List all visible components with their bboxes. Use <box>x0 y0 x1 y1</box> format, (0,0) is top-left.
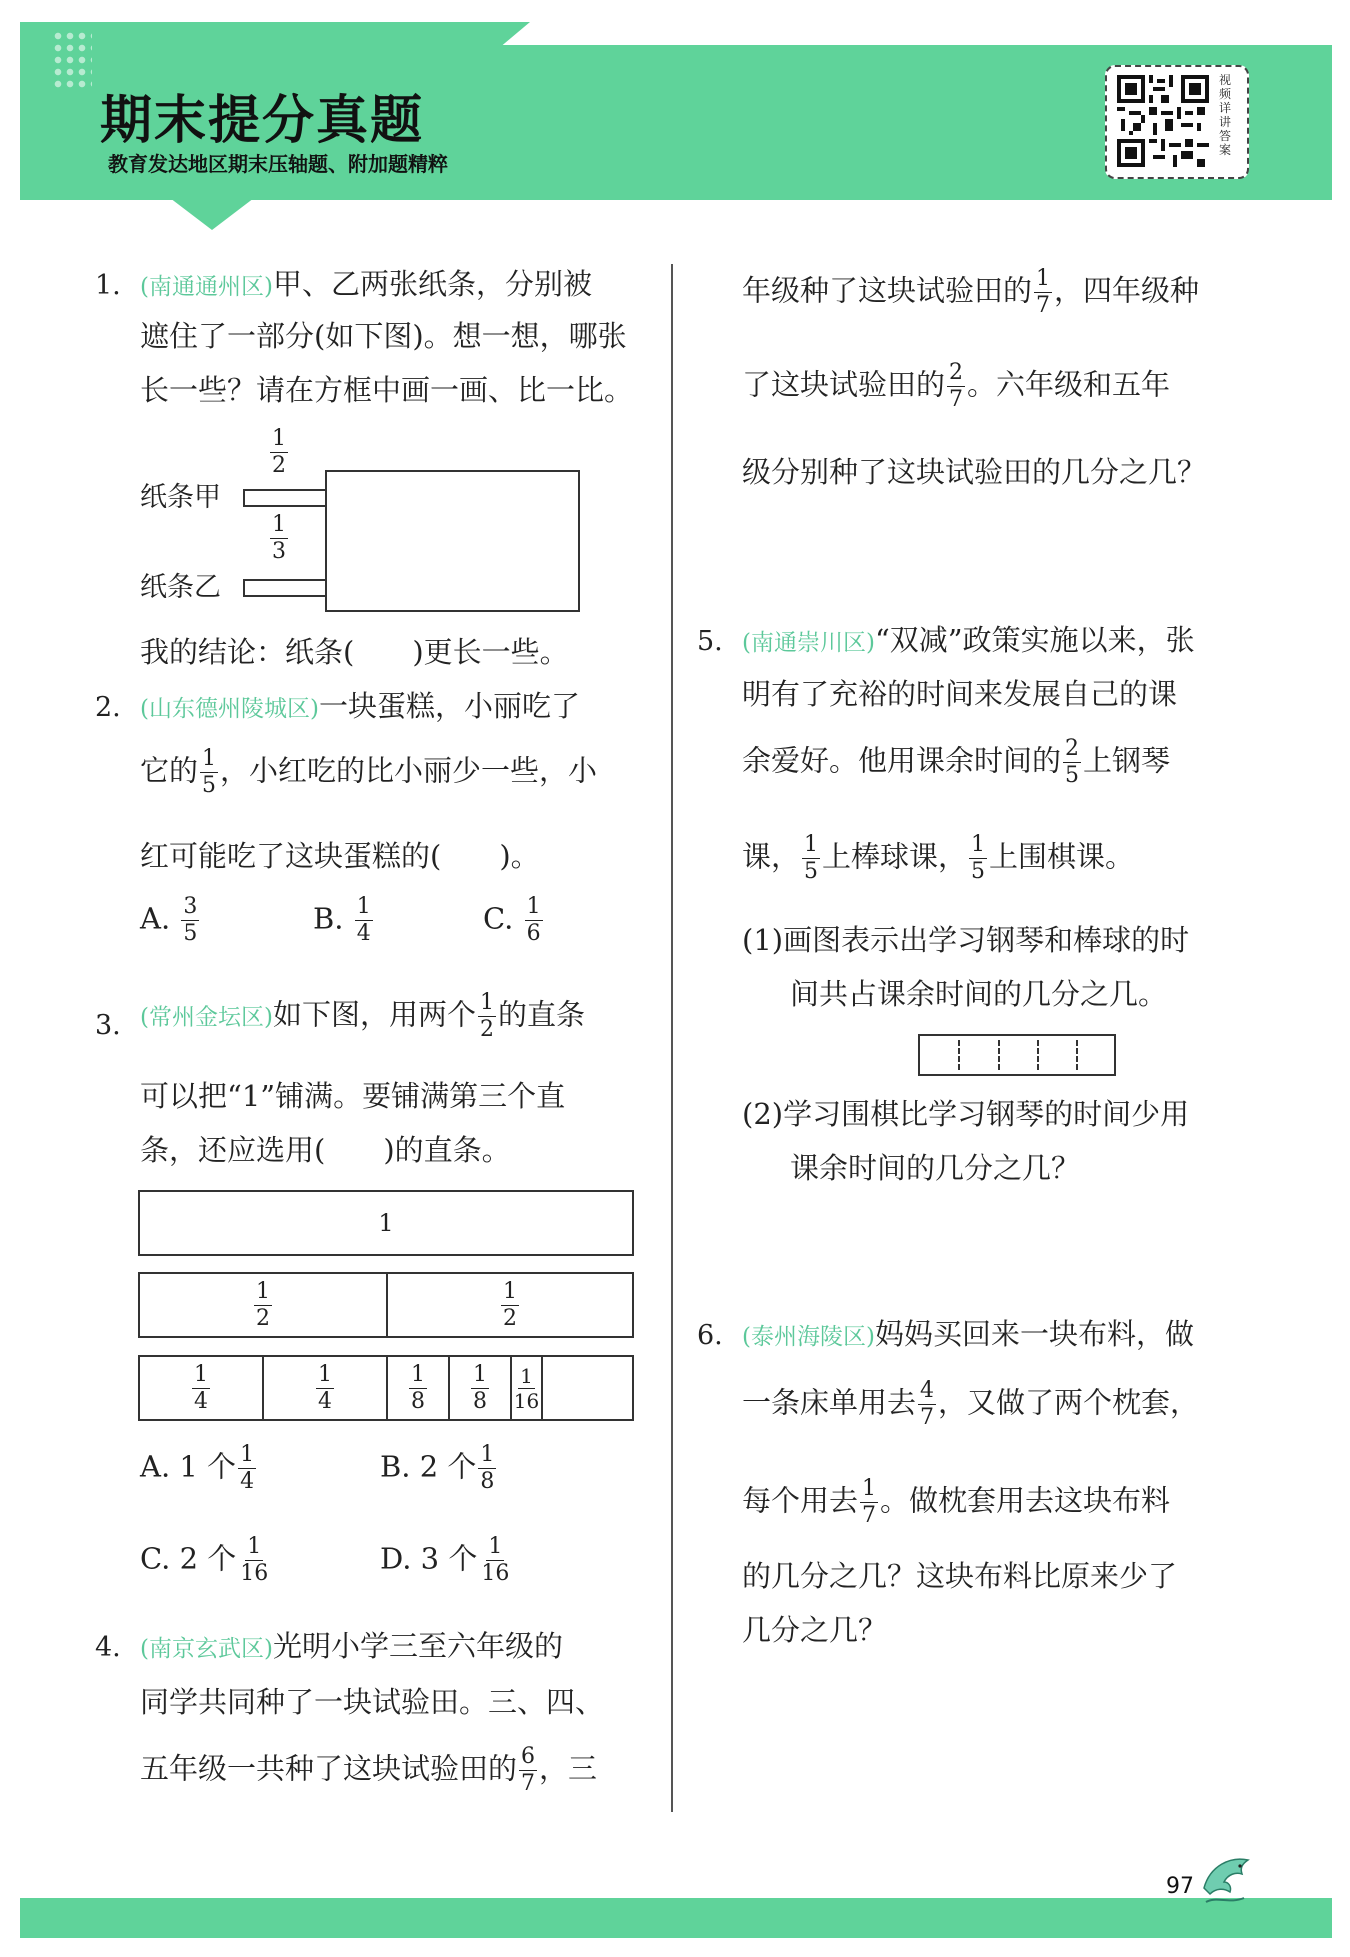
q4-text1: 光明小学三至六年级的 <box>272 1629 563 1663</box>
q5-source: (南通崇川区) <box>742 630 875 656</box>
q4-source: (南京玄武区) <box>140 1636 273 1662</box>
q2-line1 <box>140 689 580 723</box>
q1-strip-b <box>243 579 327 597</box>
q3-bar-whole <box>138 1190 634 1256</box>
q3-line2: 可以把“1”铺满。要铺满第三个直 <box>140 1079 566 1113</box>
q4-fraction1: $\frac{6}{7}$ <box>521 1744 536 1796</box>
q3-source: (常州金坛区) <box>140 1004 273 1031</box>
column-divider <box>671 264 673 1812</box>
q1-fraction-a: $\frac{1}{2}$ <box>272 426 286 478</box>
q5-text1: “双减”政策实施以来，张 <box>874 623 1195 657</box>
q3-bar-third <box>138 1355 634 1421</box>
q3-bar-cell: $\frac{1}{8}$ <box>450 1357 512 1419</box>
q4-line5: 了这块试验田的 $\frac{2}{7}$ 。六年级和五年 <box>742 360 1171 412</box>
q3-bar-cell: $\frac{1}{8}$ <box>388 1357 450 1419</box>
q6-line3: 每个用去 $\frac{1}{7}$ 。做枕套用去这块布料 <box>742 1476 1171 1528</box>
q1-strip-a <box>243 489 327 507</box>
q6-source: (泰州海陵区) <box>742 1324 875 1350</box>
q5-bar-divider <box>958 1040 960 1070</box>
q4-fraction2: $\frac{1}{7}$ <box>1036 266 1051 318</box>
decorative-dots <box>52 30 92 90</box>
q6-number: 6. <box>697 1320 723 1351</box>
q3-number: 3. <box>95 1010 121 1041</box>
footer-band <box>20 1898 1332 1938</box>
header-notch <box>170 198 254 230</box>
q1-cover-box[interactable] <box>325 470 580 612</box>
q3-bar-cell: $\frac{1}{4}$ <box>140 1357 264 1419</box>
q6-fraction2: $\frac{1}{7}$ <box>862 1476 877 1528</box>
q5-bar-divider <box>1076 1040 1078 1070</box>
q6-line4: 的几分之几？这块布料比原来少了 <box>742 1559 1178 1593</box>
q1-line1 <box>140 267 592 301</box>
q5-sub1-line1: (1)画图表示出学习钢琴和棒球的时 <box>742 923 1190 957</box>
q2-line3: 红可能吃了这块蛋糕的( )。 <box>140 839 540 873</box>
q3-line3: 条，还应选用( )的直条。 <box>140 1133 511 1167</box>
qr-label: 视频详讲答案 <box>1219 73 1232 157</box>
q5-line1 <box>742 623 1195 657</box>
q4-line6: 级分别种了这块试验田的几分之几？ <box>742 455 1207 489</box>
q3-bar-whole-label: 1 <box>378 1209 394 1237</box>
page-number: 97 <box>1166 1874 1194 1899</box>
page-title: 期末提分真题 <box>100 91 425 151</box>
q6-fraction1: $\frac{4}{7}$ <box>920 1378 935 1430</box>
q5-sub2-line2: 课余时间的几分之几？ <box>790 1151 1081 1185</box>
page-subtitle: 教育发达地区期末压轴题、附加题精粹 <box>108 152 448 176</box>
q3-option-d[interactable]: D. 3 个 $\frac{1}{16}$ <box>380 1534 510 1586</box>
q5-sub2-line1: (2)学习围棋比学习钢琴的时间少用 <box>742 1097 1190 1131</box>
q5-fraction1: $\frac{2}{5}$ <box>1065 736 1080 788</box>
q1-source: (南通通州区) <box>140 274 273 300</box>
q2-fraction: $\frac{1}{5}$ <box>202 746 217 798</box>
q3-line1: (常州金坛区)如下图，用两个 $\frac{1}{2}$ 的直条 <box>140 990 585 1042</box>
q5-fraction2: $\frac{1}{5}$ <box>804 832 819 884</box>
q4-line2: 同学共同种了一块试验田。三、四、 <box>140 1685 605 1719</box>
q5-fraction3: $\frac{1}{5}$ <box>971 832 986 884</box>
q3-fraction: $\frac{1}{2}$ <box>479 990 494 1042</box>
q6-line5: 几分之几？ <box>742 1613 888 1647</box>
q6-line1 <box>742 1317 1194 1351</box>
q5-line2: 明有了充裕的时间来发展自己的课 <box>742 677 1178 711</box>
q5-line4: 课， $\frac{1}{5}$ 上棒球课， $\frac{1}{5}$ 上围棋课。 <box>742 832 1135 884</box>
q3-option-a[interactable]: A. 1 个 $\frac{1}{4}$ <box>140 1442 255 1494</box>
q2-number: 2. <box>95 692 121 723</box>
q2-option-a[interactable]: A. $\frac{3}{5}$ <box>140 894 198 946</box>
qr-code-icon[interactable] <box>1117 75 1209 167</box>
q2-source: (山东德州陵城区) <box>140 696 319 722</box>
q5-line3: 余爱好。他用课余时间的 $\frac{2}{5}$ 上钢琴 <box>742 736 1171 788</box>
q6-text1: 妈妈买回来一块布料，做 <box>874 1317 1194 1351</box>
q6-line2: 一条床单用去 $\frac{4}{7}$ ，又做了两个枕套， <box>742 1378 1200 1430</box>
q2-text1: 一块蛋糕，小丽吃了 <box>318 689 580 723</box>
q3-bar-cell: $\frac{1}{2}$ <box>140 1274 388 1336</box>
q1-conclusion: 我的结论：纸条( )更长一些。 <box>140 635 569 669</box>
q5-bar-divider <box>1037 1040 1039 1070</box>
qr-code-panel[interactable] <box>1105 65 1249 179</box>
q1-number: 1. <box>95 270 121 301</box>
q3-option-b[interactable]: B. 2 个 $\frac{1}{8}$ <box>380 1442 495 1494</box>
q4-line4: 年级种了这块试验田的 $\frac{1}{7}$ ，四年级种 <box>742 266 1200 318</box>
q1-fraction-b: $\frac{1}{3}$ <box>272 512 286 564</box>
q1-strip-a-label: 纸条甲 <box>140 482 221 513</box>
dolphin-icon <box>1196 1848 1258 1910</box>
q5-sub1-line2: 间共占课余时间的几分之几。 <box>790 977 1168 1011</box>
q4-line3: 五年级一共种了这块试验田的 $\frac{6}{7}$ ，三 <box>140 1744 598 1796</box>
q2-line2: 它的 $\frac{1}{5}$ ，小红吃的比小丽少一些，小 <box>140 746 598 798</box>
q3-bar-cell: $\frac{1}{2}$ <box>503 1278 517 1331</box>
q2-option-c[interactable]: C. $\frac{1}{6}$ <box>483 894 541 946</box>
q5-drawing-bar[interactable] <box>918 1034 1116 1076</box>
q3-bar-halves <box>138 1272 634 1338</box>
q4-number: 4. <box>95 1632 121 1663</box>
q3-bar-cell: $\frac{1}{4}$ <box>264 1357 388 1419</box>
q4-line1 <box>140 1629 563 1663</box>
q5-number: 5. <box>697 626 723 657</box>
q3-option-c[interactable]: C. 2 个 $\frac{1}{16}$ <box>140 1534 269 1586</box>
q1-text1: 甲、乙两张纸条，分别被 <box>272 267 592 301</box>
q1-strip-b-label: 纸条乙 <box>140 572 221 603</box>
q1-line3: 长一些？请在方框中画一画、比一比。 <box>140 373 634 407</box>
q3-bar-cell: $\frac{1}{16}$ <box>512 1357 543 1419</box>
q1-line2: 遮住了一部分(如下图)。想一想，哪张 <box>140 319 627 353</box>
q2-option-b[interactable]: B. $\frac{1}{4}$ <box>313 894 371 946</box>
q4-fraction3: $\frac{2}{7}$ <box>949 360 964 412</box>
q5-bar-divider <box>998 1040 1000 1070</box>
